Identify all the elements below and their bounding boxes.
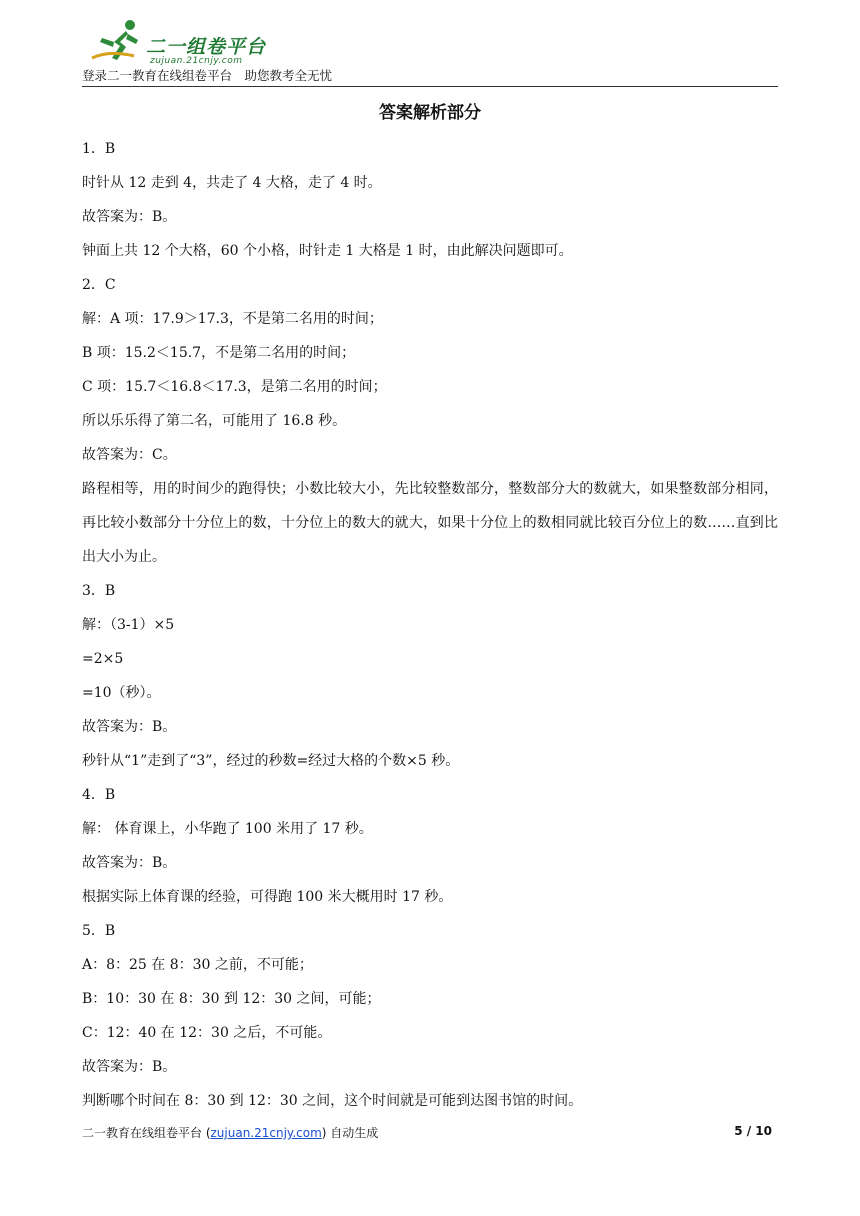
answer-line: A：8：25 在 8：30 之前，不可能； xyxy=(82,957,313,973)
logo-domain-text: zujuan.21cnjy.com xyxy=(150,56,243,66)
answer-line: 故答案为：B。 xyxy=(82,855,177,871)
answer-line: 根据实际上体育课的经验，可得跑 100 米大概用时 17 秒。 xyxy=(82,889,453,905)
footer-prefix: 二一教育在线组卷平台 ( xyxy=(82,1126,211,1140)
footer-source xyxy=(82,1124,378,1141)
answer-line: 故答案为：B。 xyxy=(82,1059,177,1075)
answer-line: 故答案为：B。 xyxy=(82,209,177,225)
page-number: 5 / 10 xyxy=(734,1124,772,1138)
site-logo xyxy=(90,18,290,66)
answer-line: =10（秒）。 xyxy=(82,685,161,701)
answer-paragraph: 路程相等，用的时间少的跑得快；小数比较大小，先比较整数部分，整数部分大的数就大，如果整数部分相同，再比较小数部分十分位上的数，十分位上的数大的就大，如果十分位上的数相同就比较百分位上的数……直到比出大小为止。 xyxy=(82,481,778,565)
page-title: 答案解析部分 xyxy=(379,103,481,123)
header-tagline: 登录二一教育在线组卷平台 助您教考全无忧 xyxy=(82,68,333,83)
runner-logo-icon xyxy=(90,18,146,64)
answer-line: 2．C xyxy=(82,277,116,293)
answer-line: 解： 体育课上，小华跑了 100 米用了 17 秒。 xyxy=(82,821,373,837)
answer-line: 解：（3-1）×5 xyxy=(82,617,175,633)
answer-line: 解：A 项：17.9＞17.3，不是第二名用的时间； xyxy=(82,311,383,327)
answer-line: C 项：15.7＜16.8＜17.3，是第二名用的时间； xyxy=(82,379,387,395)
answer-line: 5．B xyxy=(82,923,116,939)
answer-line: C：12：40 在 12：30 之后，不可能。 xyxy=(82,1025,332,1041)
answer-line: 4．B xyxy=(82,787,116,803)
answer-line: 钟面上共 12 个大格，60 个小格，时针走 1 大格是 1 时，由此解决问题即可。 xyxy=(82,243,573,259)
answer-line: =2×5 xyxy=(82,651,124,667)
answer-line: 故答案为：C。 xyxy=(82,447,177,463)
footer-site-link[interactable]: zujuan.21cnjy.com xyxy=(210,1126,322,1140)
answer-line: 所以乐乐得了第二名，可能用了 16.8 秒。 xyxy=(82,413,347,429)
answer-line: 故答案为：B。 xyxy=(82,719,177,735)
answer-content xyxy=(82,132,778,1118)
answer-line: 3．B xyxy=(82,583,116,599)
answer-line: B 项：15.2＜15.7，不是第二名用的时间； xyxy=(82,345,356,361)
answer-line: 时针从 12 走到 4，共走了 4 大格，走了 4 时。 xyxy=(82,175,382,191)
answer-line: 判断哪个时间在 8：30 到 12：30 之间，这个时间就是可能到达图书馆的时间。 xyxy=(82,1093,583,1109)
page-footer xyxy=(82,1124,772,1144)
answer-line: B：10：30 在 8：30 到 12：30 之间，可能； xyxy=(82,991,381,1007)
answer-line: 1．B xyxy=(82,141,116,157)
footer-suffix: ) 自动生成 xyxy=(321,1126,379,1140)
answer-line: 秒针从“1”走到了“3”，经过的秒数=经过大格的个数×5 秒。 xyxy=(82,753,460,769)
page-header xyxy=(82,14,778,87)
logo-brand-text: 二一组卷平台 xyxy=(146,36,267,58)
